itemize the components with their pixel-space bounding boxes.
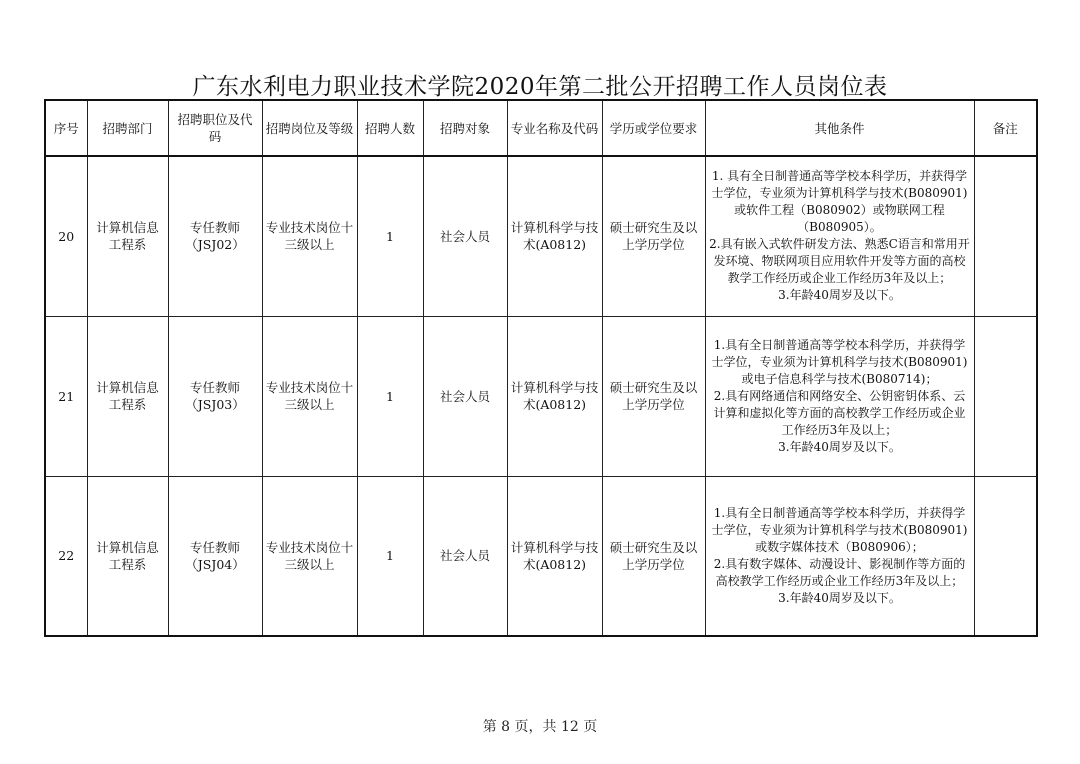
page-footer: 第 8 页，共 12 页 (482, 719, 598, 735)
cell-target: 社会人员 (423, 156, 507, 316)
cell-count: 1 (357, 316, 423, 476)
condition-item: 3.年龄40周岁及以下。 (778, 590, 901, 605)
cell-target: 社会人员 (423, 476, 507, 636)
recruitment-table (44, 99, 1038, 637)
condition-item: 3.年龄40周岁及以下。 (778, 439, 901, 454)
header-major: 专业名称及代码 (507, 100, 602, 156)
cell-position: 专任教师（JSJ03） (168, 316, 262, 476)
header-count: 招聘人数 (357, 100, 423, 156)
cell-level: 专业技术岗位十三级以上 (262, 476, 357, 636)
cell-level: 专业技术岗位十三级以上 (262, 316, 357, 476)
header-no: 序号 (45, 100, 87, 156)
cell-degree: 硕士研究生及以上学历学位 (602, 476, 705, 636)
cell-position: 专任教师（JSJ04） (168, 476, 262, 636)
cell-target: 社会人员 (423, 316, 507, 476)
header-conditions: 其他条件 (705, 100, 974, 156)
condition-item: 1.具有全日制普通高等学校本科学历，并获得学士学位，专业须为计算机科学与技术(B080901)或电子信息科学与技术(B080714)； (711, 337, 968, 386)
cell-dept: 计算机信息工程系 (87, 316, 168, 476)
cell-major: 计算机科学与技术(A0812) (507, 316, 602, 476)
cell-note (974, 316, 1037, 476)
cell-conditions (705, 316, 974, 476)
header-target: 招聘对象 (423, 100, 507, 156)
header-position: 招聘职位及代码 (168, 100, 262, 156)
cell-position: 专任教师（JSJ02） (168, 156, 262, 316)
cell-dept: 计算机信息工程系 (87, 156, 168, 316)
cell-no: 20 (45, 156, 87, 316)
condition-item: 2.具有网络通信和网络安全、公钥密钥体系、云计算和虚拟化等方面的高校教学工作经历或企业工作经历3年及以上； (713, 388, 966, 437)
cell-conditions (705, 156, 974, 316)
header-degree: 学历或学位要求 (602, 100, 705, 156)
cell-level: 专业技术岗位十三级以上 (262, 156, 357, 316)
cell-degree: 硕士研究生及以上学历学位 (602, 156, 705, 316)
cell-count: 1 (357, 156, 423, 316)
condition-item: 2.具有数字媒体、动漫设计、影视制作等方面的高校教学工作经历或企业工作经历3年及以上； (713, 556, 966, 588)
cell-no: 22 (45, 476, 87, 636)
condition-item: 1.具有全日制普通高等学校本科学历，并获得学士学位，专业须为计算机科学与技术(B080901)或数字媒体技术（B080906）； (711, 505, 968, 554)
header-dept: 招聘部门 (87, 100, 168, 156)
page-title: 广东水利电力职业技术学院2020年第二批公开招聘工作人员岗位表 (192, 74, 888, 100)
table-row (45, 476, 1037, 636)
header-row (45, 100, 1037, 156)
condition-item: 2.具有嵌入式软件研发方法、熟悉C语言和常用开发环境、物联网项目应用软件开发等方面的高校教学工作经历或企业工作经历3年及以上； (709, 237, 970, 286)
condition-item: 3.年龄40周岁及以下。 (778, 288, 901, 303)
table-row (45, 316, 1037, 476)
cell-major: 计算机科学与技术(A0812) (507, 156, 602, 316)
cell-count: 1 (357, 476, 423, 636)
cell-major: 计算机科学与技术(A0812) (507, 476, 602, 636)
condition-item: 1. 具有全日制普通高等学校本科学历，并获得学士学位，专业须为计算机科学与技术(B080901)或软件工程（B080902）或物联网工程（B080905）。 (711, 169, 968, 235)
cell-conditions (705, 476, 974, 636)
cell-dept: 计算机信息工程系 (87, 476, 168, 636)
cell-note (974, 156, 1037, 316)
header-note: 备注 (974, 100, 1037, 156)
cell-degree: 硕士研究生及以上学历学位 (602, 316, 705, 476)
cell-note (974, 476, 1037, 636)
header-level: 招聘岗位及等级 (262, 100, 357, 156)
cell-no: 21 (45, 316, 87, 476)
table-row (45, 156, 1037, 316)
